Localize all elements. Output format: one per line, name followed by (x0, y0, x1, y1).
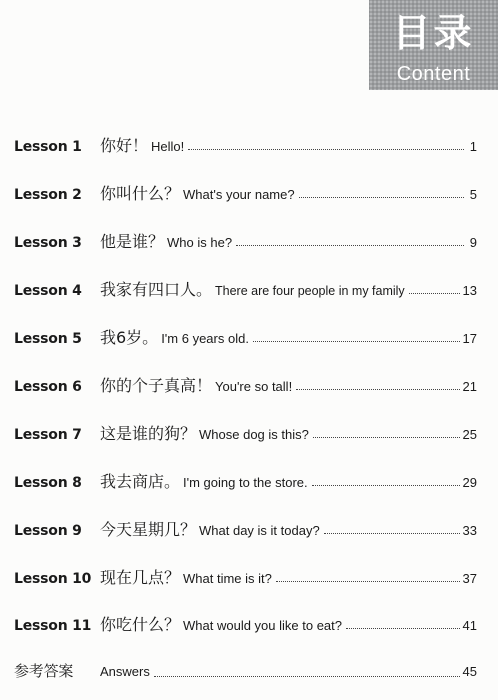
lesson-number: Lesson 5 (14, 331, 82, 347)
lesson-title-chinese: 你好！ (100, 136, 149, 155)
toc-entry-lesson-8[interactable] (14, 469, 477, 495)
page-number: 5 (469, 187, 477, 202)
lesson-title (100, 133, 467, 156)
answers-label-chinese: 参考答案 (14, 662, 74, 680)
lesson-title-chinese: 今天星期几？ (100, 520, 197, 539)
lesson-title (100, 277, 463, 300)
dot-leader (299, 196, 464, 198)
lesson-title-english: Whose dog is this? (199, 427, 309, 442)
lesson-number: Lesson 7 (14, 427, 82, 443)
page-number: 45 (462, 664, 477, 679)
lesson-title-chinese: 你吃什么？ (100, 615, 181, 634)
toc-entry-lesson-11[interactable] (14, 612, 477, 638)
lesson-title (100, 469, 463, 492)
dot-leader (154, 675, 460, 677)
lesson-title-english: There are four people in my family (215, 284, 405, 298)
toc-entry-lesson-6[interactable] (14, 373, 477, 399)
page-number: 29 (462, 475, 477, 490)
dot-leader (346, 627, 460, 629)
lesson-title-english: What time is it? (183, 571, 272, 586)
lesson-title (100, 612, 463, 635)
lesson-number: Lesson 11 (14, 618, 92, 634)
lesson-title-chinese: 我家有四口人。 (100, 280, 213, 299)
lesson-title (100, 517, 463, 540)
page-number: 9 (469, 235, 477, 250)
dot-leader (253, 340, 460, 342)
page-number: 17 (462, 331, 477, 346)
lesson-title-english: What day is it today? (199, 523, 320, 538)
dot-leader (296, 388, 459, 390)
lesson-title-chinese: 你的个子真高！ (100, 376, 213, 395)
lesson-number: Lesson 1 (14, 139, 82, 155)
header-title-english: Content (396, 63, 471, 85)
lesson-title-english: What's your name? (183, 187, 295, 202)
lesson-title (100, 181, 467, 204)
lesson-title (100, 565, 463, 588)
lesson-title-chinese: 我6岁。 (100, 328, 159, 347)
lesson-title-chinese: 现在几点？ (100, 568, 181, 587)
answers-label-english: Answers (100, 664, 150, 679)
lesson-title (100, 421, 463, 444)
lesson-title (100, 373, 463, 396)
toc-entry-lesson-10[interactable] (14, 565, 477, 591)
lesson-title-chinese: 我去商店。 (100, 472, 181, 491)
dot-leader (276, 580, 460, 582)
toc-entry-lesson-4[interactable] (14, 277, 477, 303)
lesson-number: Lesson 2 (14, 187, 82, 203)
dot-leader (313, 436, 460, 438)
lesson-title-english: Who is he? (167, 235, 233, 250)
dot-leader (312, 484, 460, 486)
lesson-title-english: What would you like to eat? (183, 618, 342, 633)
lesson-number: Lesson 8 (14, 475, 82, 491)
lesson-number: Lesson 10 (14, 571, 92, 587)
dot-leader (188, 148, 464, 150)
page-number: 33 (462, 523, 477, 538)
lesson-title (100, 325, 463, 348)
toc-entry-answers[interactable] (14, 660, 477, 686)
lesson-number: Lesson 9 (14, 523, 82, 539)
dot-leader (236, 244, 464, 246)
lesson-number: Lesson 6 (14, 379, 82, 395)
lesson-title-english: You're so tall! (215, 379, 293, 394)
dot-leader (409, 292, 460, 294)
lesson-title-english: I'm going to the store. (183, 475, 308, 490)
page-number: 1 (469, 139, 477, 154)
lesson-title-english: Hello! (151, 139, 185, 154)
lesson-title-chinese: 这是谁的狗？ (100, 424, 197, 443)
toc-entry-lesson-9[interactable] (14, 517, 477, 543)
lesson-title-chinese: 你叫什么？ (100, 184, 181, 203)
lesson-number: Lesson 3 (14, 235, 82, 251)
page-number: 21 (462, 379, 477, 394)
toc-entry-lesson-2[interactable] (14, 181, 477, 207)
lesson-title-english: I'm 6 years old. (161, 331, 249, 346)
toc-entry-lesson-7[interactable] (14, 421, 477, 447)
dot-leader (324, 532, 460, 534)
lesson-number: Lesson 4 (14, 283, 82, 299)
page-number: 37 (462, 571, 477, 586)
toc-entry-lesson-5[interactable] (14, 325, 477, 351)
toc-entry-lesson-3[interactable] (14, 229, 477, 255)
page-number: 13 (462, 283, 477, 298)
page-number: 41 (462, 618, 477, 633)
page-number: 25 (462, 427, 477, 442)
lesson-title-chinese: 他是谁？ (100, 232, 165, 251)
answers-title (100, 664, 463, 679)
lesson-title (100, 229, 467, 252)
toc-entry-lesson-1[interactable] (14, 133, 477, 159)
header-title-chinese: 目录 (392, 11, 475, 55)
